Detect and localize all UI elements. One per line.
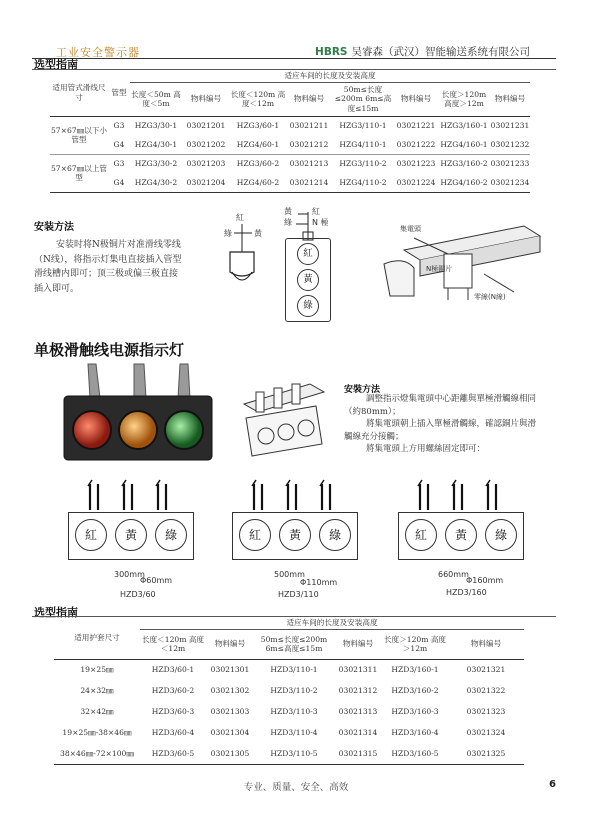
- cell: 19×25㎜: [80, 665, 114, 674]
- cell: 03021221: [396, 121, 436, 130]
- install-step-1: 調整指示燈集電頭中心距離與單極滑觸線相同（約80mm）；: [344, 394, 537, 417]
- cell: 03021213: [289, 159, 329, 168]
- cell: 38×46㎜-72×100㎜: [60, 748, 134, 758]
- cell: HZD3/110-5: [270, 748, 318, 758]
- install-sketch-art: [240, 380, 328, 466]
- lamp-yellow: 黃: [279, 519, 311, 551]
- install-sketch: [240, 380, 328, 466]
- cell: HZG3/30-1: [134, 121, 178, 130]
- col-code-1: 物料编号: [182, 82, 230, 116]
- lamp-green: 綠: [155, 519, 187, 551]
- cell: 03021303: [210, 706, 250, 716]
- cell: HZD3/110-3: [270, 706, 318, 716]
- section1-title: 选型指南: [34, 58, 78, 71]
- dimension-diagram-2: [232, 478, 356, 600]
- install-step-2: 將集電頭朝上插入單極滑觸線，確認銅片與滑觸線充分接觸；: [344, 419, 537, 442]
- label-collector: 集電頭: [400, 225, 421, 233]
- header-rule: [32, 58, 556, 59]
- cell: 03021203: [186, 159, 226, 168]
- page-number: 6: [549, 779, 556, 790]
- cell: 03021325: [466, 748, 506, 758]
- cell: 03021232: [490, 139, 530, 149]
- cell: 03021233: [490, 159, 530, 168]
- cell: HZD3/110-1: [270, 665, 318, 674]
- lamp-box-3: [398, 512, 524, 560]
- table-row: [54, 701, 524, 722]
- selection-table-2: [54, 617, 524, 765]
- product-install-text: [344, 393, 540, 456]
- cell: HZG4/160-1: [440, 139, 488, 149]
- lamp-box-2: [232, 512, 358, 560]
- cell: 03021314: [338, 727, 378, 737]
- cell: HZD3/110-2: [270, 685, 318, 695]
- table-row: [54, 722, 524, 743]
- cell: 03021323: [466, 706, 506, 716]
- wire-green2-label: 綠: [284, 218, 292, 227]
- n-pole-label: N 極: [312, 218, 329, 227]
- cell: 32×42㎜: [80, 706, 114, 716]
- table-row: [50, 116, 530, 135]
- footer-slogan: 专业、质量、安全、高效: [243, 782, 349, 793]
- wire-green-label: 綠: [224, 229, 232, 238]
- table-row: [50, 154, 530, 173]
- cell: G4: [113, 177, 125, 187]
- lamp-green: 綠: [485, 519, 517, 551]
- product-photo: [62, 362, 214, 462]
- col-range-2: 50m≤长度≤200m 6m≤高度≤15m: [254, 629, 334, 659]
- cell: HZG3/110-1: [339, 121, 387, 130]
- product-title: 单极滑触线电源指示灯: [34, 341, 185, 359]
- cell: 03021301: [210, 665, 250, 674]
- col-type-header: 管型: [108, 70, 130, 116]
- col-code-3: 物料编号: [394, 82, 438, 116]
- lamp-green: 綠: [319, 519, 351, 551]
- install-title: 安装方法: [34, 222, 74, 233]
- col-range-3: 长度＞120m 高度＞12m: [382, 629, 448, 659]
- header-company: [315, 44, 530, 59]
- cell: 03021305: [210, 748, 250, 758]
- col-code-2: 物料编号: [334, 629, 382, 659]
- cell: 03021315: [338, 748, 378, 758]
- lamp-red: 紅: [405, 519, 437, 551]
- cell: HZD3/160-2: [391, 685, 439, 695]
- table-row: [54, 680, 524, 701]
- install-text: 安装时将N极铜片对准滑线零线（N线），将指示灯集电直接插入管型滑线槽内即可；顶三极或偏三极直接插入即可。: [34, 240, 182, 294]
- label-n-term: N極銅片: [426, 265, 453, 273]
- cell: 03021201: [186, 121, 226, 130]
- col-range-3: 50m≤长度≤200m 6m≤高度≤15m: [332, 82, 394, 116]
- row-size: 57×67㎜以下小管型: [50, 116, 108, 154]
- cell: HZG3/160-1: [440, 121, 488, 130]
- cell: HZG4/110-2: [339, 177, 387, 187]
- lamp-green: 綠: [297, 295, 319, 317]
- cell: 19×25㎜-38×46㎜: [62, 727, 132, 737]
- cell: HZG4/110-1: [339, 139, 387, 149]
- cell: 03021302: [210, 685, 250, 695]
- cell: HZG3/30-2: [134, 159, 178, 168]
- col-code-1: 物料编号: [206, 629, 254, 659]
- cell: HZG4/160-2: [440, 177, 488, 187]
- group-header: 适应车间的长度及安装高度: [140, 617, 524, 629]
- col-range-2: 长度＜120m 高度＜12m: [230, 82, 286, 116]
- label-zero-line: 零線(N線): [474, 293, 506, 301]
- lamp-box: [285, 238, 331, 322]
- cell: HZD3/60-4: [151, 727, 195, 737]
- cell: 03021321: [466, 665, 506, 674]
- cell: HZG4/60-1: [236, 139, 280, 149]
- wire-red2-label: 紅: [312, 207, 320, 216]
- wire-diagram-1: [218, 206, 280, 290]
- cell: G4: [113, 139, 125, 149]
- product-photo-art: [62, 362, 214, 462]
- wire-red-label: 紅: [236, 213, 244, 222]
- cell: 03021211: [289, 121, 329, 130]
- cell: 03021224: [396, 177, 436, 187]
- cell: HZG4/30-2: [134, 177, 178, 187]
- dimension-diagram-1: [68, 478, 192, 600]
- cell: 03021204: [186, 177, 226, 187]
- cell: 03021324: [466, 727, 506, 737]
- company-name: 吴睿森（武汉）智能输送系统有限公司: [351, 46, 530, 58]
- cell: HZD3/60-2: [151, 685, 195, 695]
- cell: 03021234: [490, 177, 530, 187]
- model-label: HZD3/160: [446, 588, 487, 597]
- cell: HZD3/60-3: [151, 706, 195, 716]
- model-label: HZD3/60: [120, 590, 156, 599]
- dimension-diagram-3: [398, 478, 522, 600]
- wire-yellow-label: 黃: [254, 229, 262, 238]
- cell: HZG4/30-1: [134, 139, 178, 149]
- cell: G3: [113, 159, 125, 168]
- col-range-4: 长度＞120m 高度＞12m: [438, 82, 490, 116]
- spacing-label: 500mm: [274, 570, 305, 579]
- spacing-label: 300mm: [114, 570, 145, 579]
- row-size: 57×67㎜以上管型: [50, 154, 108, 192]
- cell: 24×32㎜: [80, 685, 114, 695]
- brand-logo: HBRS: [315, 46, 348, 58]
- lamp-yellow: 黃: [445, 519, 477, 551]
- diameter-label: Φ60mm: [140, 576, 173, 585]
- col-code-2: 物料编号: [286, 82, 332, 116]
- cell: 03021214: [289, 177, 329, 187]
- spacing-label: 660mm: [438, 570, 469, 579]
- group-header: 适应车间的长度及安装高度: [130, 70, 530, 82]
- cell: 03021322: [466, 685, 506, 695]
- lamp-yellow: 黃: [297, 269, 319, 291]
- cell: HZG4/60-2: [236, 177, 280, 187]
- lamp-box-1: [68, 512, 194, 560]
- diameter-label: Φ160mm: [466, 576, 504, 585]
- cell: HZG3/60-1: [236, 121, 280, 130]
- cell: HZD3/60-1: [151, 665, 195, 674]
- product-install-title: 安裝方法: [344, 385, 381, 395]
- col-range-1: 长度＜120m 高度＜12m: [140, 629, 206, 659]
- section2-title: 选型指南: [34, 606, 78, 619]
- cell: HZD3/160-3: [391, 706, 439, 716]
- cell: 03021202: [186, 139, 226, 149]
- cell: HZD3/160-1: [391, 665, 439, 674]
- table-row: [54, 659, 524, 680]
- wire-diagram-2: [278, 204, 348, 320]
- cell: HZD3/160-5: [391, 748, 439, 758]
- cell: 03021311: [338, 665, 378, 674]
- cell: 03021312: [338, 685, 378, 695]
- cell: HZG3/60-2: [236, 159, 280, 168]
- plug-drawing: [218, 206, 280, 290]
- model-label: HZD3/110: [278, 590, 319, 599]
- cell: 03021231: [490, 121, 530, 130]
- table-row: [50, 173, 530, 192]
- cell: HZD3/60-5: [151, 748, 195, 758]
- lamp-red: 紅: [75, 519, 107, 551]
- cell: HZG3/160-2: [440, 159, 488, 168]
- cell: 03021304: [210, 727, 250, 737]
- table-row: [54, 743, 524, 764]
- cell: 03021223: [396, 159, 436, 168]
- col-size-header: 适用护套尺寸: [54, 617, 140, 659]
- wire-yellow2-label: 黃: [284, 207, 292, 216]
- cell: 03021212: [289, 139, 329, 149]
- cell: HZG3/110-2: [339, 159, 387, 168]
- header-left-title: 工业安全警示器: [56, 46, 140, 59]
- lamp-red: 紅: [239, 519, 271, 551]
- lamp-red: 紅: [297, 243, 319, 265]
- diameter-label: Φ110mm: [300, 578, 338, 587]
- cell: HZD3/110-4: [270, 727, 318, 737]
- table-row: [50, 135, 530, 154]
- cell: HZD3/160-4: [391, 727, 439, 737]
- cell: 03021222: [396, 139, 436, 149]
- col-code-3: 物料编号: [448, 629, 524, 659]
- col-size-header: 适用管式滑线尺寸: [50, 70, 108, 116]
- selection-table-1: [50, 70, 530, 193]
- lamp-yellow: 黃: [115, 519, 147, 551]
- install-step-3: 將集電頭上方用螺絲固定即可：: [366, 444, 486, 454]
- cell: 03021313: [338, 706, 378, 716]
- col-range-1: 长度＜50m 高度＜5m: [130, 82, 182, 116]
- rail-install-drawing: [374, 214, 546, 310]
- col-code-4: 物料编号: [490, 82, 530, 116]
- cell: G3: [113, 121, 125, 130]
